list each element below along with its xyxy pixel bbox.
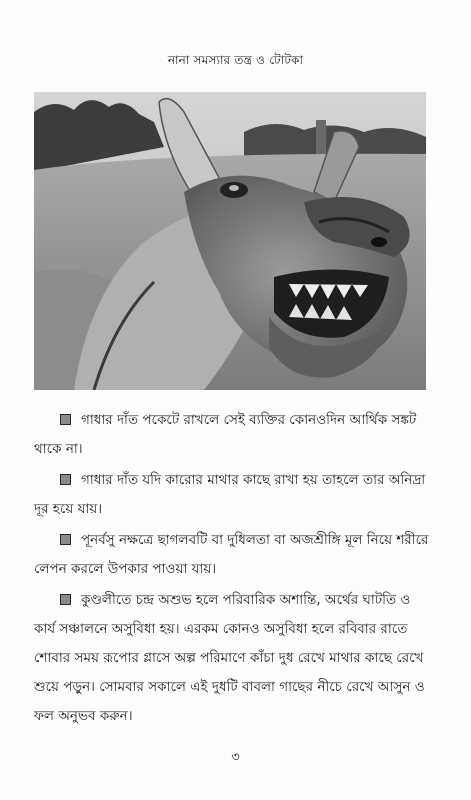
paragraph-text: পূনর্বসু নক্ষত্রে ছাগলবটি বা দুধিলতা বা অজশ্রীঙ্গি মূল নিয়ে শরীরে লেপন করলে উপকার পাওয়া যায়। <box>34 532 429 577</box>
paragraph-text: গাধার দাঁত পকেটে রাখলে সেই ব্যক্তির কোনওদিন আর্থিক সঙ্কট থাকে না। <box>34 412 417 457</box>
paragraph-4 <box>34 586 434 731</box>
article-body <box>34 406 434 733</box>
paragraph-3 <box>34 526 434 584</box>
donkey-photo-illustration <box>34 92 426 390</box>
paragraph-1 <box>34 406 434 464</box>
paragraph-2 <box>34 466 434 524</box>
running-header: নানা সমস্যার তন্ত্র ও টোটকা <box>167 53 304 67</box>
paragraph-text: গাধার দাঁত যদি কারোর মাথার কাছে রাখা হয় তাহলে তার অনিদ্রা দূর হয়ে যায়। <box>34 472 426 517</box>
square-bullet-icon <box>60 594 71 605</box>
page-number: ৩ <box>231 750 240 765</box>
paragraph-text: কুণ্ডলীতে চন্দ্র অশুভ হলে পরিবারিক অশান্তি, অর্থের ঘাটতি ও কার্য সঞ্চালনে অসুবিধা হয়। এরকম কোনও অসুবিধা হলে রবিবার রাতে শোবার সময় রূপোর গ্লাসে অল্প পরিমাণে কাঁচা দুধ রেখে মাথার কাছে রেখে শুয়ে পড়ুন। সোমবার সকালে এই দুধটি বাবলা গাছের নীচে রেখে আসুন ও ফল অনুভব করুন। <box>34 592 425 724</box>
square-bullet-icon <box>60 414 71 425</box>
donkey-photo <box>34 92 426 390</box>
square-bullet-icon <box>60 534 71 545</box>
square-bullet-icon <box>60 474 71 485</box>
